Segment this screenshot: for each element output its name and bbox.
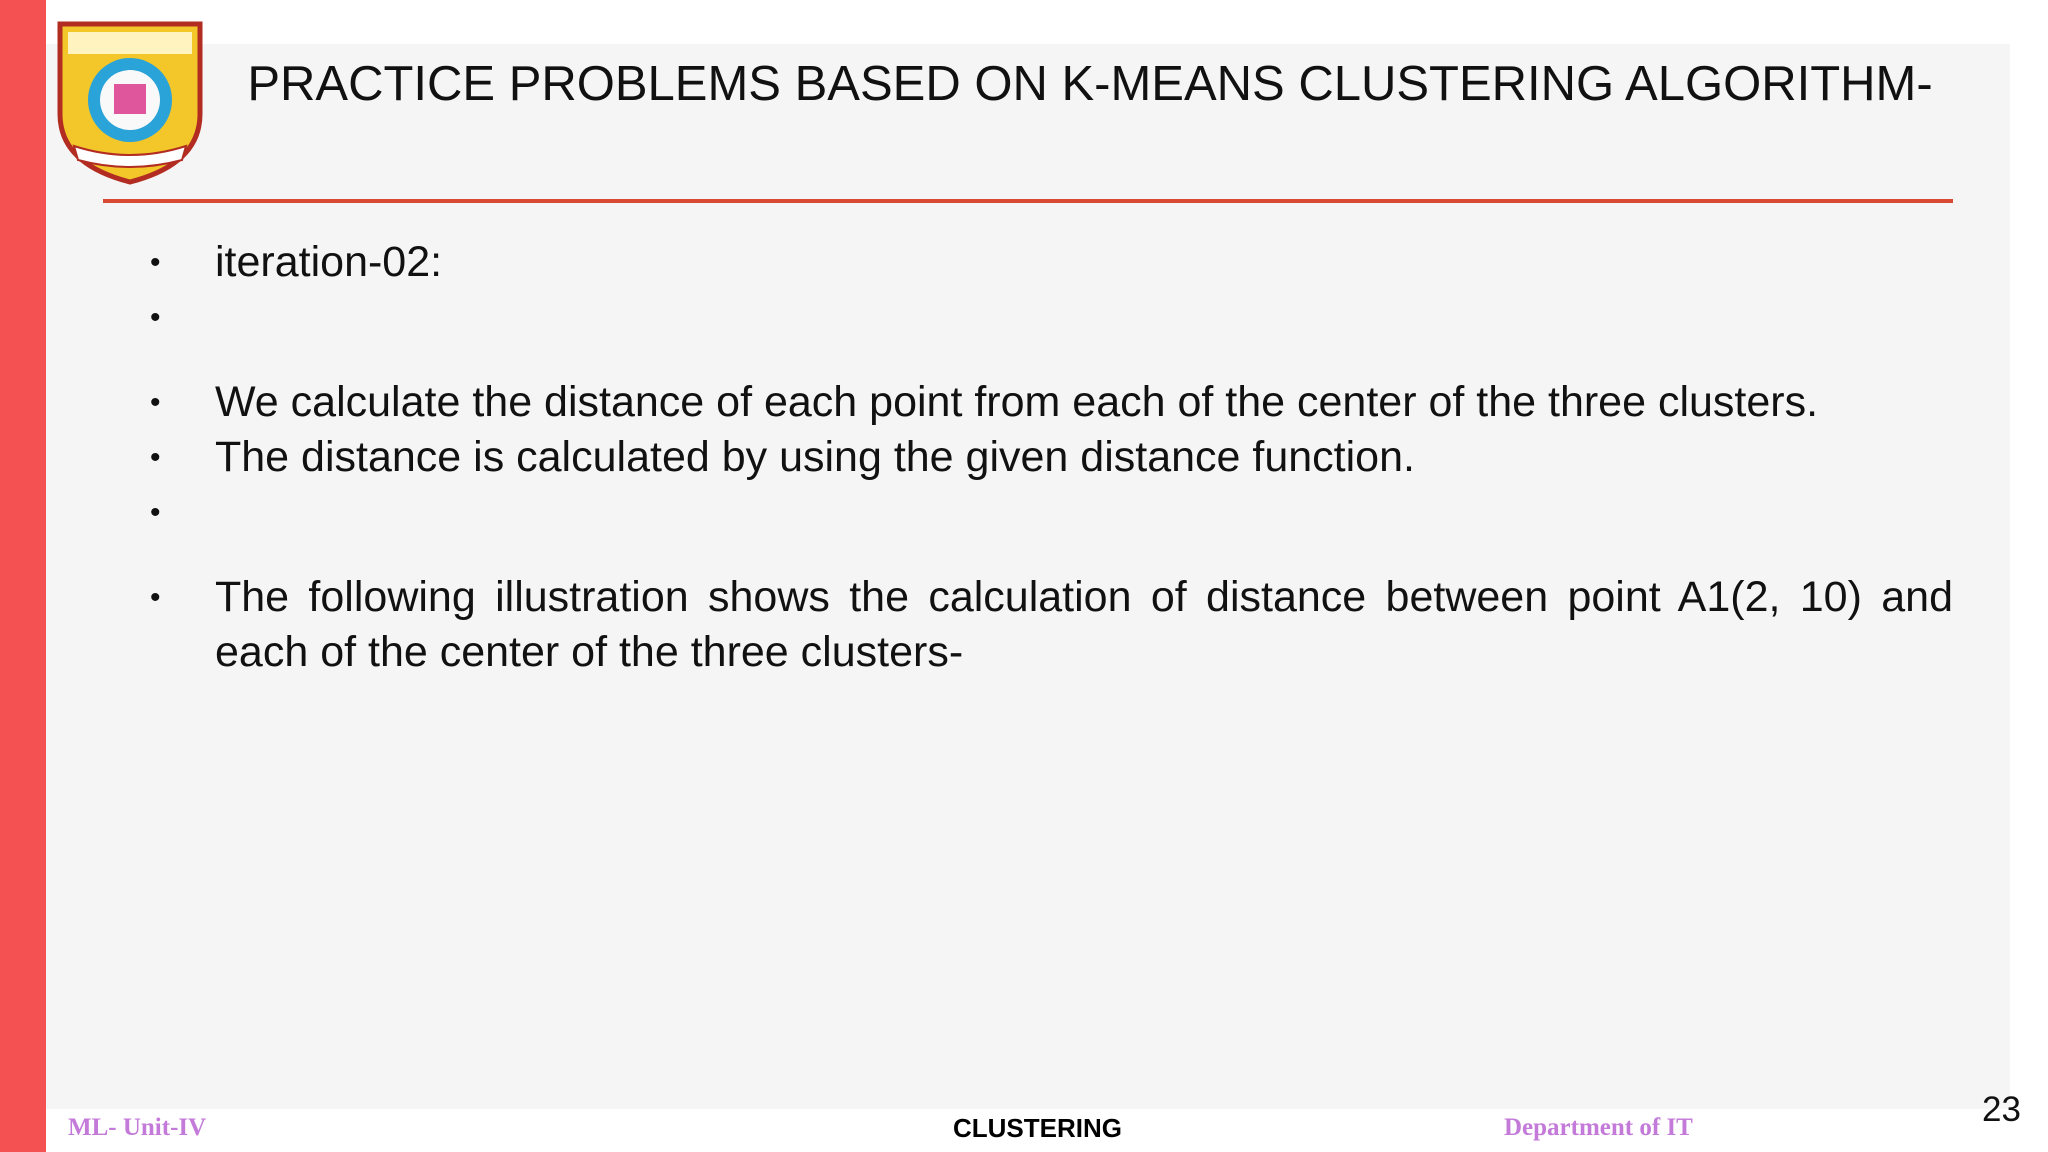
college-crest-logo	[54, 14, 206, 186]
bullet-list	[150, 235, 1953, 680]
footer-topic-label: CLUSTERING	[953, 1113, 1122, 1143]
left-accent-bar	[0, 0, 46, 1152]
bullet-item	[150, 290, 1953, 345]
bullet-item: • iteration-02:	[150, 235, 1953, 290]
bullet-item: • The following illustration shows the calculation of distance between point A1(2, 10) and each of the center of the three clusters-	[150, 570, 1953, 680]
bullet-item	[150, 485, 1953, 540]
footer-department-label: Department of IT	[1504, 1114, 1693, 1141]
slide-title: PRACTICE PROBLEMS BASED ON K-MEANS CLUSTERING ALGORITHM-	[247, 57, 1933, 111]
footer-unit-label: ML- Unit-IV	[68, 1114, 207, 1141]
title-underline	[103, 199, 1953, 203]
bullet-item: • We calculate the distance of each point from each of the center of the three clusters.	[150, 375, 1953, 430]
page-number: 23	[1982, 1090, 2021, 1129]
bullet-item: • The distance is calculated by using the given distance function.	[150, 430, 1953, 485]
